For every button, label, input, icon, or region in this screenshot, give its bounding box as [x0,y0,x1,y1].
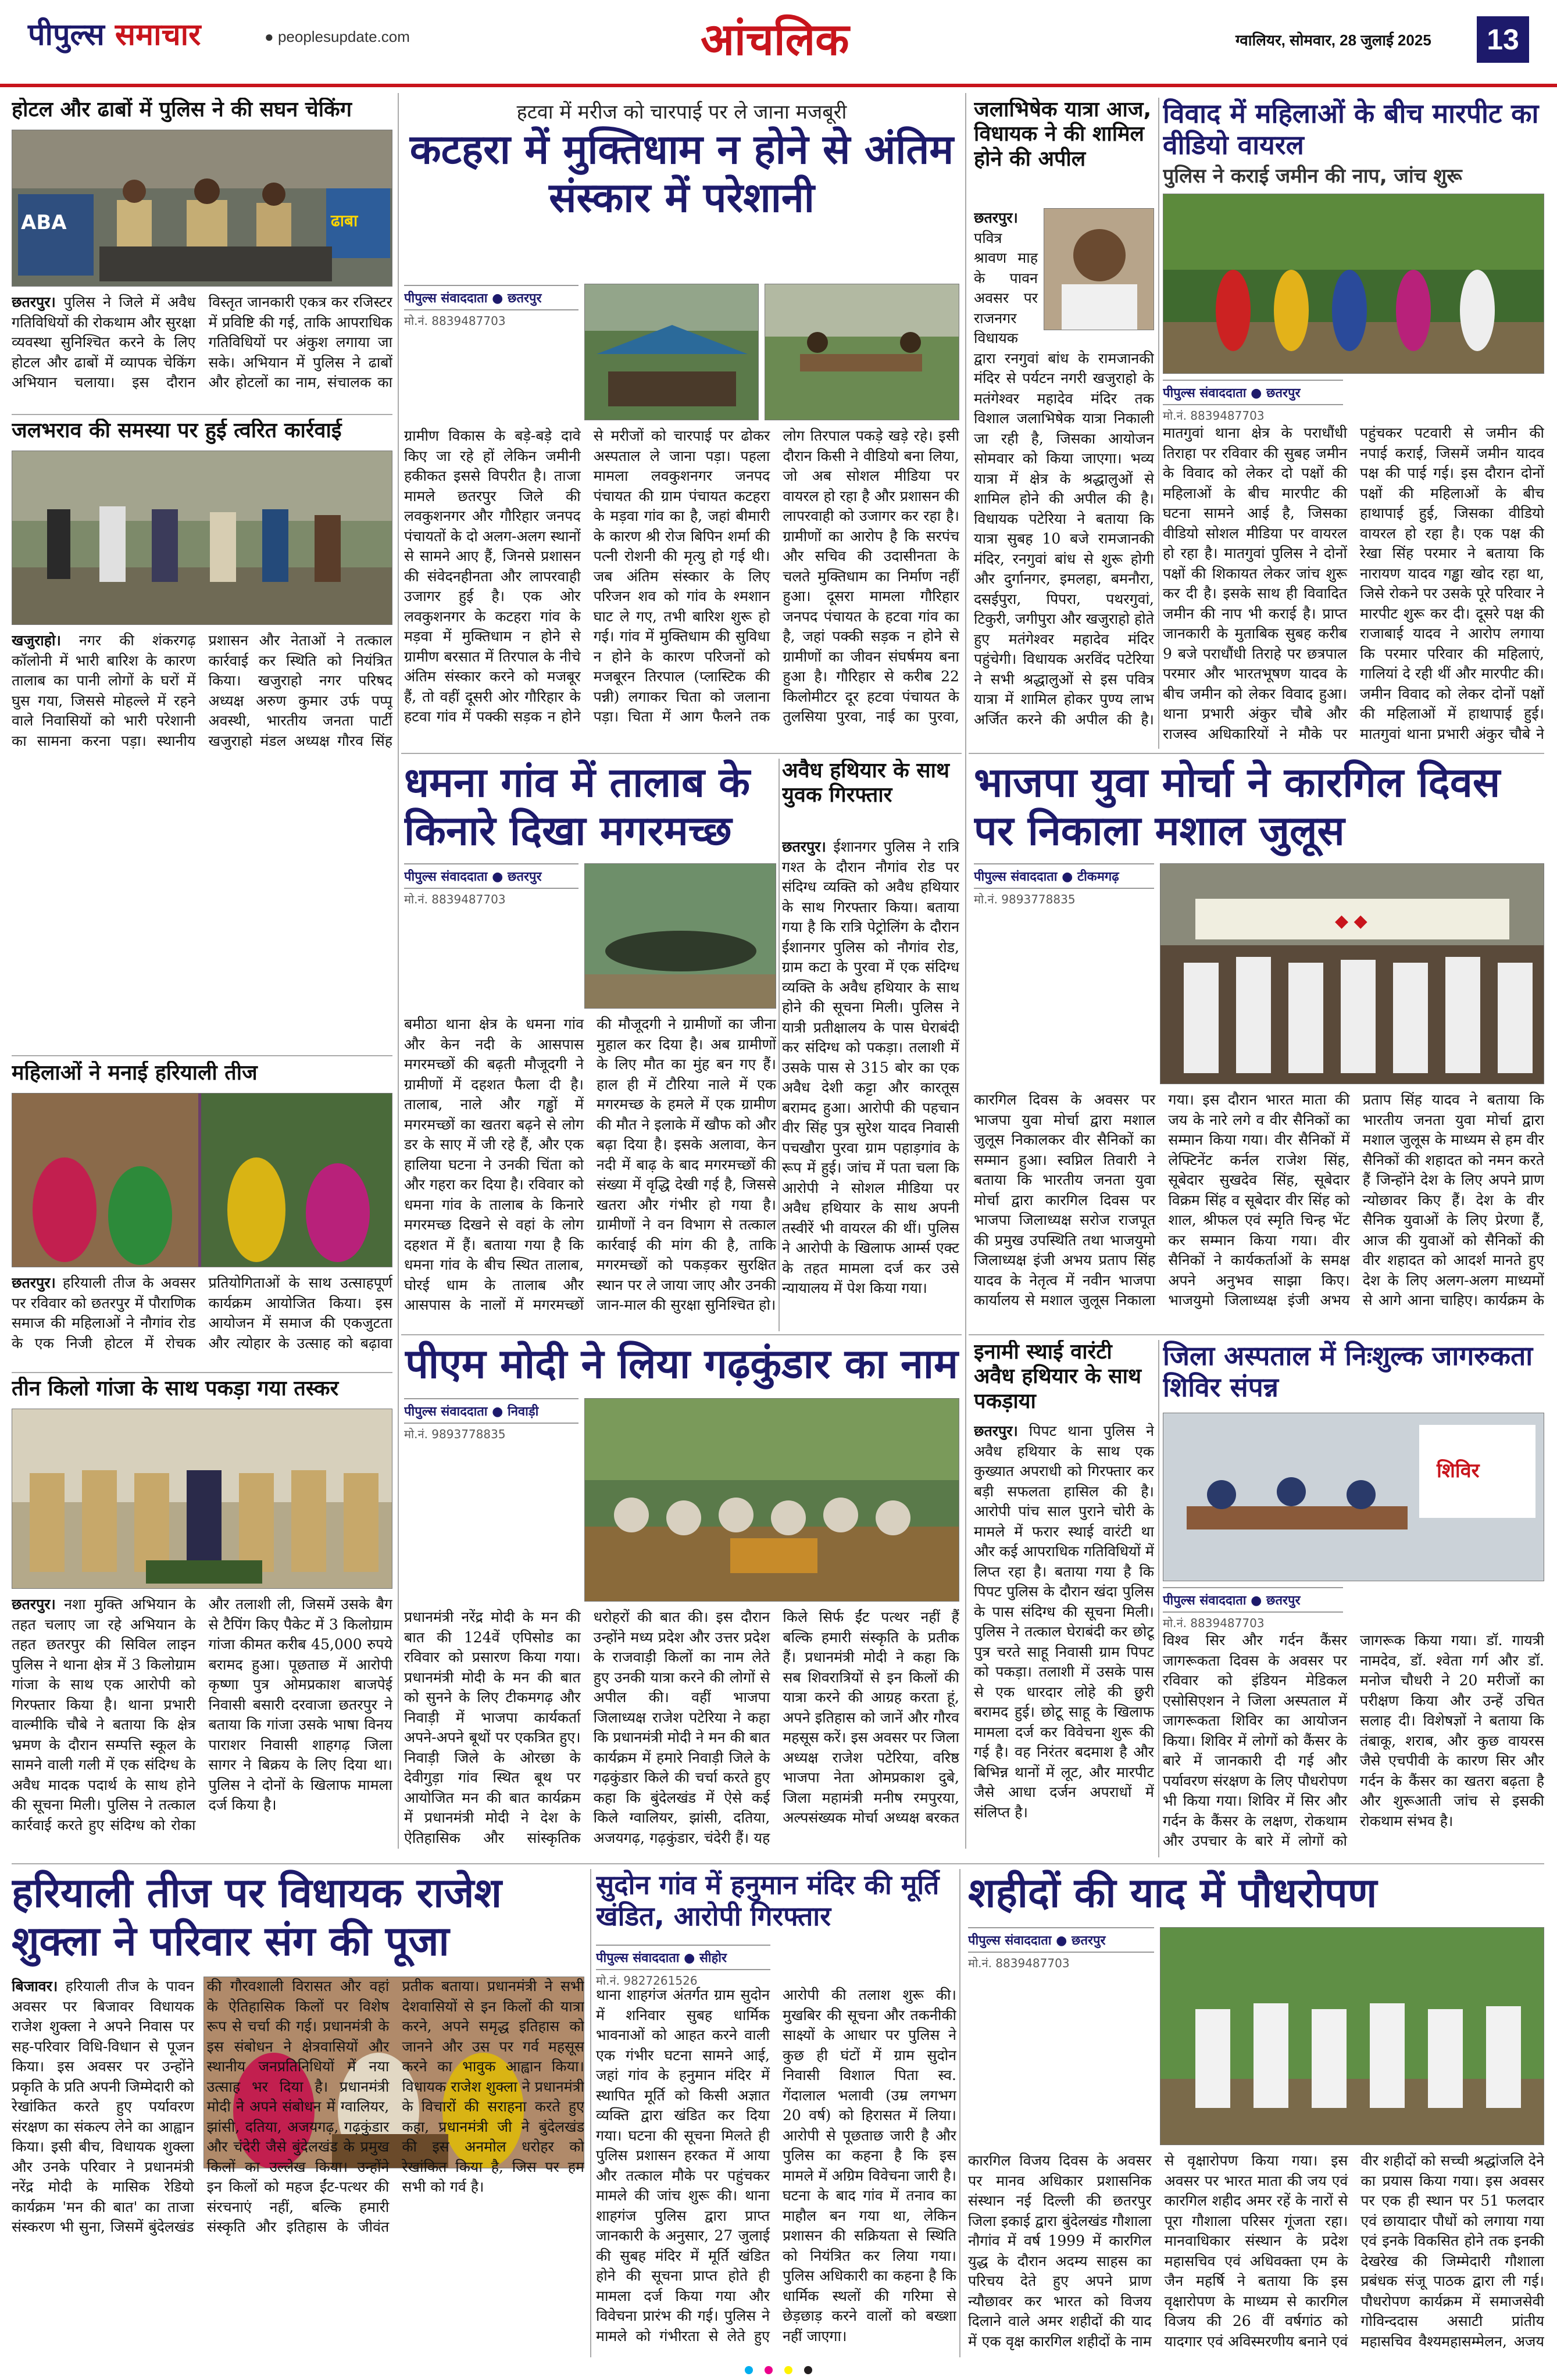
reporter-mobile: मो.नं. 9827261526 [596,1974,698,1988]
photo-tree-plantation [1160,1927,1544,2145]
article-body: मातगुवां थाना क्षेत्र के पराधौंधी तिराहा पर रविवार की सुबह जमीन के विवाद को लेकर दो पक्षों की महिलाओं के बीच मारपीट की घटना सामने आई है, जिसका वीडियो सोशल मीडिया पर वायरल हो रहा है। मातगुवां पुलिस ने दोनों पक्षों की शिकायत लेकर जांच शुरू कर दी है। इसके साथ ही विवादित जमीन की नाप भी कराई है। प्राप्त जानकारी के मुताबिक सुबह करीब 9 बजे पराधौंधी तिराहे पर छत्रपाल परमार और भारतभूषण यादव के बीच जमीन को लेकर विवाद हुआ। थाना प्रभारी अंकुर चौबे और राजस्व अधिकारियों ने मौके पर पहुंचकर पटवारी से जमीन की नपाई कराई, जिसमें जमीन यादव पक्ष की पाई गई। इस दौरान दोनों पक्षों की महिलाओं के बीच हाथापाई हुई, जिसका वीडियो वायरल हो रहा है। एक पक्ष की रेखा सिंह परमार ने बताया कि नारायण यादव गड्ढा खोद रहा था, जिसे रोकने पर उसके पूरे परिवार ने मारपीट शुरू कर दी। दूसरे पक्ष की राजाबाई यादव ने आरोप लगाया कि परमार परिवार की महिलाएं, गालियां दे रही थीं और मारपीट की। जमीन विवाद को लेकर दोनों पक्षों की महिलाओं में हाथापाई हुई। मातगुवां थाना प्रभारी अंकुर चौबे ने [1163,424,1544,742]
byline: पीपुल्स संवाददाता ● छतरपुर [968,1927,1154,1953]
article-women-teej [12,1061,392,1369]
row-rule [401,1334,962,1335]
section-title: आंचलिक [701,13,849,65]
photo-tarpaulin-pyre [584,284,759,420]
byline-box [596,1945,770,1988]
row-rule [401,753,962,754]
byline-box [974,863,1154,907]
byline: पीपुल्स संवाददाता ● टीकमगढ़ [974,863,1154,889]
reporter-mobile: मो.नं. 8839487703 [1163,409,1265,423]
cyan-dot [745,2366,753,2374]
photo-health-camp [1163,1413,1544,1581]
row-rule [12,414,392,415]
reporter-mobile: मो.नं. 9893778835 [404,1427,506,1441]
article-body: ग्रामीण विकास के बड़े-बड़े दावे किए जा रहे हों लेकिन जमीनी हकीकत इससे विपरीत है। ताजा मामले छतरपुर जिले की लवकुशनगर और गौरिहार जनपद पंचायतों के दो अलग-अलग स्थानों से सामने आए हैं, जिनसे प्रशासन की संवेदनहीनता और लापरवाही उजागर हुई है। एक ओर लवकुशनगर के कटहरा गांव के मड़वा में मुक्तिधाम न होने से ग्रामीण बरसात में तिरपाल के नीचे अंतिम संस्कार करने को मजबूर हैं, तो वहीं दूसरी ओर गौरिहार के हटवा गांव में पक्की सड़क न होने से मरीजों को चारपाई पर ढोकर अस्पताल ले जाना पड़ा। पहला मामला लवकुशनगर जनपद पंचायत की ग्राम पंचायत कटहरा के मड़वा गांव का है, जहां बीमारी के कारण श्री रोज बिपिन शर्मा की पत्नी रोशनी की मृत्यु हो गई थी। जब अंतिम संस्कार के लिए परिजन शव को गांव के श्मशान घाट ले गए, तभी बारिश शुरू हो गई। गांव में मुक्तिधाम की सुविधा न होने के कारण परिजनों को मजबूरन तिरपाल (प्लास्टिक की पन्नी) लगाकर चिता को जलाना पड़ा। चिता में आग फैलने तक लोग तिरपाल पकड़े खड़े रहे। इसी दौरान किसी ने वीडियो बना लिया, जो अब सोशल मीडिया पर वायरल हो रहा है और प्रशासन की लापरवाही को उजागर कर रहा है। ग्रामीणों का आरोप है कि सरपंच और सचिव की उदासीनता के चलते मुक्तिधाम का निर्माण नहीं हुआ। दूसरा मामला गौरिहार जनपद पंचायत के हटवा गांव का है, जहां पक्की सड़क न होने से ग्रामीणों का जीवन संघर्षमय बना हुआ है। गौरिहार से करीब 22 किलोमीटर दूर हटवा पंचायत के तुलसिया पुरवा, नाई का पुरवा, [404,427,959,725]
headline: जलाभिषेक यात्रा आज, विधायक ने की शामिल होने की अपील [974,98,1152,171]
article-body: विश्व सिर और गर्दन कैंसर जागरूकता दिवस के अवसर पर रविवार को इंडियन मेडिकल एसोसिएशन ने जिला अस्पताल में जागरूकता शिविर का आयोजन किया। शिविर में लोगों को कैंसर के बारे में जानकारी दी गई और पर्यावरण संरक्षण के लिए पौधरोपण भी किया गया। शिविर में सिर और गर्दन के कैंसर के लक्षण, रोकथाम और उपचार के बारे में लोगों को जागरूक किया गया। डॉ. गायत्री नामदेव, डॉ. श्वेता गर्ग और डॉ. मनोज चौधरी ने 20 मरीजों का परीक्षण किया और उन्हें उचित सलाह दी। विशेषज्ञों ने बताया कि तंबाकू, शराब, और कुछ वायरस जैसे एचपीवी के कारण सिर और गर्दन के कैंसर का खतरा बढ़ता है और शुरूआती जांच से इसकी रोकथाम संभव है। [1163,1632,1544,1849]
column-rule [1158,1340,1159,1857]
page-number: 13 [1477,16,1529,63]
headline: भाजपा युवा मोर्चा ने कारगिल दिवस पर निकाला मशाल जुलूस [974,759,1501,855]
article-body: बिजावर। हरियाली तीज के पावन अवसर पर बिजावर विधायक राजेश शुक्ला ने अपने निवास पर सह-परिवार विधि-विधान से पूजन किया। इस अवसर पर उन्होंने प्रकृति के प्रति अपनी जिम्मेदारी को रेखांकित करते हुए पर्यावरण संरक्षण का संकल्प लेने का आह्वान किया। इसी बीच, विधायक शुक्ला और उनके परिवार ने प्रधानमंत्री नरेंद्र मोदी के मासिक रेडियो कार्यक्रम 'मन की बात' का ताजा संस्करण भी सुना, जिसमें बुंदेलखंड की गौरवशाली विरासत और वहां के ऐतिहासिक किलों पर विशेष रूप से चर्चा की गई। प्रधानमंत्री के इस संबोधन ने क्षेत्रवासियों और स्थानीय जनप्रतिनिधियों में नया उत्साह भर दिया है। प्रधानमंत्री मोदी ने अपने संबोधन में ग्वालियर, झांसी, दतिया, अजयगढ़, गढ़कुंडार और चंदेरी जैसे बुंदेलखंड के प्रमुख किलों का उल्लेख किया। उन्होंने इन किलों को महज ईंट-पत्थर की संरचनाएं नहीं, बल्कि हमारी संस्कृति और इतिहास के जीवंत प्रतीक बताया। प्रधानमंत्री ने सभी देशवासियों से इन किलों की यात्रा करने, अपने समृद्ध इतिहास को जानने और उस पर गर्व महसूस करने का भावुक आह्वान किया। विधायक राजेश शुक्ला ने प्रधानमंत्री के विचारों की सराहना करते हुए कहा, प्रधानमंत्री जी ने बुंदेलखंड की इस अनमोल धरोहर को रेखांकित किया है, जिस पर हम सभी को गर्व है। [12,1978,584,2235]
svg-text:ABA: ABA [21,211,67,234]
globe-icon: ● [265,28,278,45]
article-pm-modi-garhkundar [404,1340,959,1857]
article-viral-video [1163,98,1544,749]
byline: पीपुल्स संवाददाता ● छतरपुर [404,285,578,310]
black-dot [804,2366,812,2374]
print-registration-marks [0,2366,1557,2374]
article-hanuman-idol [596,1869,956,2363]
article-body: प्रधानमंत्री नरेंद्र मोदी के मन की बात की 124वें एपिसोड का रविवार को प्रसारण किया गया। प्रधानमंत्री मोदी के मन की बात को सुनने के लिए टीकमगढ़ और निवाड़ी में भाजपा कार्यकर्ता अपने-अपने बूथों पर एकत्रित हुए। निवाड़ी जिले के ओरछा के देवीगुड़ा गांव स्थित बूथ पर आयोजित मन की बात कार्यक्रम में प्रधानमंत्री मोदी ने देश के ऐतिहासिक और सांस्कृतिक धरोहरों की बात की। इस दौरान उन्होंने मध्य प्रदेश और उत्तर प्रदेश के राजवाड़ी किलों का नाम लेते हुए उनकी यात्रा करने की लोगों से अपील की। वहीं भाजपा जिलाध्यक्ष राजेश पटेरिया ने कहा कि प्रधानमंत्री मोदी ने मन की बात कार्यक्रम में हमारे निवाड़ी जिले के गढ़कुंडार किले की चर्चा करते हुए कहा कि बुंदेलखंड में ऐसे कई किले ग्वालियर, झांसी, दतिया, अजयगढ़, गढ़कुंडार, चंदेरी हैं। यह किले सिर्फ ईंट पत्थर नहीं हैं बल्कि हमारी संस्कृति के प्रतीक हैं। प्रधानमंत्री मोदी ने कहा कि सब शिवरात्रियों से इन किलों की यात्रा करने की आग्रह करता हूं, अपने इतिहास को जानें और गौरव महसूस करें। इस अवसर पर जिला अध्यक्ष राजेश पटेरिया, वरिष्ठ भाजपा नेता ओमप्रकाश दुबे, जिला महामंत्री मनीष रमपुरया, अल्पसंख्यक मोर्चा अध्यक्ष बरकत [404,1609,959,1846]
photo-teej-celebration [12,1093,392,1267]
photo-patient-cot [765,284,959,420]
article-body: छतरपुर। हरियाली तीज के अवसर पर रविवार को छतरपुर में पौराणिक समाज की महिलाओं ने नौगांव रोड के एक निजी होटल में रोचक प्रतियोगिताओं के साथ उत्साहपूर्ण कार्यक्रम आयोजित किया। इस आयोजन में समाज की एकजुटता और त्योहार के उत्साह को बढ़ावा [12,1274,392,1352]
headline: महिलाओं ने मनाई हरियाली तीज [12,1061,258,1085]
row-rule [12,1372,392,1373]
article-body: कारगिल दिवस के अवसर पर भाजपा युवा मोर्चा द्वारा मशाल जुलूस निकालकर वीर सैनिकों का सम्मान हुआ। स्वप्निल तिवारी ने बताया कि भारतीय जनता युवा मोर्चा द्वारा कारगिल दिवस पर भाजपा जिलाध्यक्ष सरोज राजपूत की प्रमुख उपस्थिति तथा भाजयुमो जिलाध्यक्ष इंजी अभय प्रताप सिंह यादव के नेतृत्व में नवीन भाजपा कार्यालय से मशाल जुलूस निकाला गया। इस दौरान भारत माता की जय के नारे लगे व वीर सैनिकों का सम्मान किया गया। वीर सैनिकों में लेफ्टिनेंट कर्नल राजेश सिंह, सूबेदार सुखदेव सिंह, सूबेदार विक्रम सिंह व सूबेदार वीर सिंह को शाल, श्रीफल एवं स्मृति चिन्ह भेंट कर सम्मान किया गया। वीर सैनिकों ने कार्यकर्ताओं के समक्ष अपने अनुभव साझा किए। भाजयुमो जिलाध्यक्ष इंजी अभय प्रताप सिंह यादव ने बताया कि भारतीय जनता युवा मोर्चा द्वारा मशाल जुलूस के माध्यम से हम वीर सैनिकों की शहादत को नमन करते हैं जिन्होंने देश के लिए अपने प्राण न्योछावर किए हैं। देश के वीर सैनिक युवाओं के लिए प्रेरणा हैं, आज की युवाओं को सैनिकों की वीर शहादत को आदर्श मानते हुए देश के लिए अलग-अलग माध्यमों से आगे आना चाहिए। कार्यक्रम के [974,1091,1544,1309]
article-body: खजुराहो। नगर की शंकरगढ़ कॉलोनी में भारी बारिश के कारण तालाब का पानी लोगों के घरों में घुस गया, जिससे मोहल्ले में रहने वाले निवासियों को भारी परेशानी का सामना करना पड़ा। स्थानीय प्रशासन और नेताओं ने तत्काल कार्रवाई कर स्थिति को नियंत्रित किया। खजुराहो नगर परिषद अध्यक्ष अरुण कुमार उर्फ पप्पू अवस्थी, भारतीय जनता पार्टी खजुराहो मंडल अध्यक्ष गौरव सिंह [12,632,392,749]
article-weapon-arrest [782,759,959,1331]
article-kargil-torch-rally [974,759,1544,1331]
photo-crocodile [584,863,776,1009]
article-body: छतरपुर। नशा मुक्ति अभियान के तहत चलाए जा रहे अभियान के तहत छतरपुर की सिविल लाइन पुलिस ने थाना क्षेत्र में 3 किलोग्राम गांजा के साथ एक आरोपी को गिरफ्तार किया है। थाना प्रभारी वाल्मीकि चौबे ने बताया कि क्षेत्र भ्रमण के दौरान सम्पत्ति स्कूल के सामने वाली गली में एक संदिग्ध के अवैध मादक पदार्थ के साथ होने की सूचना मिली। पुलिस ने तत्काल कार्रवाई करते हुए संदिग्ध को रोका और तलाशी ली, जिसमें उसके बैग से टैपिंग किए पैकेट में 3 किलोग्राम गांजा कीमत करीब 45,000 रुपये बरामद हुआ। पूछताछ में आरोपी कृष्णा पुत्र ओमप्रकाश बाजपेई निवासी बसारी दरवाजा छतरपुर ने बताया कि गांजा उसके भाषा विनय पाराशर निवासी शाहगढ़ जिला सागर ने बिक्रय के लिए दिया था। पुलिस ने दोनों के खिलाफ मामला दर्ज किया है। [12,1596,392,1834]
byline-box [968,1927,1154,1971]
headline: हरियाली तीज पर विधायक राजेश शुक्ला ने परिवार संग की पूजा [12,1869,502,1965]
masthead [0,0,1557,87]
article-body: थाना शाहगंज अंतर्गत ग्राम सुदोन में शनिवार सुबह धार्मिक भावनाओं को आहत करने वाली एक गंभीर घटना सामने आई, जहां गांव के हनुमान मंदिर में स्थापित मूर्ति को किसी अज्ञात व्यक्ति द्वारा खंडित कर दिया गया। घटना की सूचना मिलते ही पुलिस प्रशासन हरकत में आया और तत्काल मौके पर पहुंचकर मामले की जांच शुरू की। थाना शाहगंज पुलिस द्वारा प्राप्त जानकारी के अनुसार, 27 जुलाई की सुबह मंदिर में मूर्ति खंडित होने की सूचना प्राप्त होते ही मामला दर्ज किया गया और विवेचना प्रारंभ की गई। पुलिस ने मामले को गंभीरता से लेते हुए आरोपी की तलाश शुरू की। मुखबिर की सूचना और तकनीकी साक्ष्यों के आधार पर पुलिस ने कुछ ही घंटों में ग्राम सुदोन निवासी विशाल पिता स्व. गेंदालाल भलावी (उम्र लगभग 20 वर्ष) को हिरासत में लिया। आरोपी से पूछताछ जारी है और पुलिस का कहना है कि इस मामले में अग्रिम विवेचना जारी है। घटना के बाद गांव में तनाव का माहौल बन गया था, लेकिन प्रशासन की सक्रियता से स्थिति को नियंत्रित कर लिया गया। पुलिस अधिकारी का कहना है कि धार्मिक स्थलों की गरिमा से छेड़छाड़ करने वालों को बख्शा नहीं जाएगा। [596,1986,956,2345]
headline: कटहरा में मुक्तिधाम न होने से अंतिम संस्कार में परेशानी [409,126,954,221]
byline: पीपुल्स संवाददाता ● सीहोर [596,1945,770,1970]
byline-box [404,1398,578,1442]
article-hospital-camp [1163,1340,1544,1857]
headline: तीन किलो गांजा के साथ पकड़ा गया तस्कर [12,1377,339,1400]
column-rule [965,93,966,1849]
article-body: छतरपुर। पवित्र श्रावण माह के पावन अवसर पर राजनगर विधायक द्वारा रनगुवां बांध के रामजानकी मंदिर से पर्यटन नगरी खजुराहो के मतंगेश्वर महादेव मंदिर तक विशाल जलाभिषेक यात्रा निकाली जा रही है, जिसका आयोजन सोमवार को किया जाएगा। भव्य यात्रा में क्षेत्र के श्रद्धालुओं से शामिल होने की अपील की है। विधायक पटेरिया ने बताया कि यात्रा सुबह 10 बजे रामजानकी मंदिर, रनगुवां बांध से शुरू होगी और दुर्गानगर, इमलहा, बमनौरा, दसईपुरा, पिपरा, पथरगुवां, टिकुरी, जगीपुरा और खजुराहो होते हुए मतंगेश्वर महादेव मंदिर पहुंचेगी। विधायक अरविंद पटेरिया ने सभी श्रद्धालुओं से इस पवित्र यात्रा में शामिल होकर पुण्य लाभ अर्जित करने की अपील की है। [974,209,1154,728]
article-wanted-accused [974,1340,1154,1857]
byline: पीपुल्स संवाददाता ● छतरपुर [1163,1587,1343,1613]
headline: जिला अस्पताल में निःशुल्क जागरुकता शिविर संपन्न [1163,1340,1533,1403]
reporter-mobile: मो.नं. 9893778835 [974,892,1076,906]
article-katahra-cremation [404,98,959,749]
svg-text:शिविर: शिविर [1437,1459,1480,1482]
article-body: छतरपुर। पिपट थाना पुलिस ने अवैध हथियार के साथ एक कुख्यात अपराधी को गिरफ्तार कर बड़ी सफलता हासिल की है। आरोपी पांच साल पुराने चोरी के मामले में फरार स्थाई वारंटी था और कई आपराधिक गतिविधियों में लिप्त रहा है। बताया गया है कि पिपट पुलिस के दौरान खंदा पुलिस के पास संदिग्ध की सूचना मिली। पुलिस ने तत्काल घेराबंदी कर छोटू पुत्र चरते साहू निवासी ग्राम पिपट को पकड़ा। तलाशी में उसके पास से एक धारदार लोहे की छुरी बरामद हुई। छोटू साहू के खिलाफ मामला दर्ज कर विवेचना शुरू की गई है। वह निरंतर बदमाश है और बिभिन्न थानों में लूट, और मारपीट जैसे आधा दर्जन अपराधों में संलिप्त है। [974,1423,1154,1821]
row-rule [969,1334,1544,1335]
byline-box [1163,380,1343,423]
headline: शहीदों की याद में पौधरोपण [968,1869,1377,1917]
row-rule [12,1055,392,1056]
photo-fight-video [1163,194,1544,374]
article-body: बमीठा थाना क्षेत्र के धमना गांव और केन नदी के आसपास मगरमच्छों की बढ़ती मौजूदगी ने ग्रामीणों में दहशत फैला दी है। तालाब, नाले और गड्ढों में मगरमच्छों का खतरा बढ़ने से लोग डर के साए में जी रहे हैं, और एक हालिया घटना ने उनकी चिंता को और गहरा कर दिया है। रविवार को धमना गांव के तालाब के किनारे मगरमच्छ दिखने से वहां के लोग दहशत में हैं। बताया गया है कि धमना गांव के बीच स्थित तालाब, घोरई धाम के तालाब और आसपास के नालों में मगरमच्छों की मौजूदगी ने ग्रामीणों का जीना मुहाल कर दिया है। अब ग्रामीणों के लिए मौत का मुंह बन गए हैं। हाल ही में टौरिया नाले में एक मगरमच्छ के हमले में एक ग्रामीण की मौत ने इलाके में खौफ को और बढ़ा दिया है। इसके अलावा, केन नदी में बाढ़ के बाद मगरमच्छों की संख्या में वृद्धि देखी गई है, जिससे खतरा और गंभीर हो गया है। ग्रामीणों ने वन विभाग से तत्काल कार्रवाई की मांग की है, ताकि मगरमच्छों को पकड़कर सुरक्षित स्थान पर ले जाया जाए और उनकी जान-माल की सुरक्षा सुनिश्चित हो। [404,1016,776,1313]
column-rule [779,759,780,1331]
headline: इनामी स्थाई वारंटी अवैध हथियार के साथ पकड़ाया [974,1340,1141,1413]
byline-box [404,863,578,907]
reporter-mobile: मो.नं. 8839487703 [404,892,506,906]
column-rule [398,93,399,1849]
brand-logo: पीपुल्स समाचार [28,17,201,52]
article-waterlogging [12,419,392,762]
website-link[interactable]: ● peoplesupdate.com [265,28,410,45]
article-body: कारगिल विजय दिवस के अवसर पर मानव अधिकार प्रशासनिक संस्थान नई दिल्ली की छतरपुर जिला इकाई द्वारा बुंदेलखंड गौशाला नौगांव में वर्ष 1999 में कारगिल युद्ध के दौरान अदम्य साहस का परिचय देते हुए अपने प्राण न्यौछावर कर भारत को विजय दिलाने वाले अमर शहीदों की याद में एक वृक्ष कारगिल शहीदों के नाम से वृक्षारोपण किया गया। इस अवसर पर भारत माता की जय एवं कारगिल शहीद अमर रहें के नारों से पूरा गौशाला परिसर गूंजता रहा। मानवाधिकार संस्थान के प्रदेश महासचिव एवं अधिवक्ता एम के जैन महर्षि ने बताया कि इस वृक्षारोपण के माध्यम से कारगिल विजय की 26 वीं वर्षगांठ को यादगार एवं अविस्मरणीय बनाने एवं वीर शहीदों को सच्ची श्रद्धांजलि देने का प्रयास किया गया। इस अवसर पर एक ही स्थान पर 51 फलदार एवं छायादार पौधों को लगाया गया एवं इनके विकसित होने तक इनकी देखरेख की जिम्मेदारी गौशाला प्रबंधक संजू पाठक द्वारा ली गई। पौधरोपण कार्यक्रम में समाजसेवी गोविन्ददास असाटी प्रांतीय महासचिव वैश्यमहासम्मेलन, अजय [968,2152,1544,2350]
svg-text:ढाबा: ढाबा [331,211,358,230]
article-ganja-arrest [12,1377,392,1859]
photo-torch-rally [1160,863,1544,1084]
photo-mann-ki-baat-gathering [584,1398,959,1602]
photo-police-checking [12,130,392,287]
column-rule [590,1869,591,2357]
yellow-dot [784,2366,792,2374]
headline: विवाद में महिलाओं के बीच मारपीट का वीडियो वायरल [1163,98,1539,161]
kicker: हटवा में मरीज को चारपाई पर ले जाना मजबूरी [516,101,847,124]
column-rule [959,1869,960,2357]
dateline: ग्वालियर, सोमवार, 28 जुलाई 2025 [1235,31,1431,49]
photo-police-team [12,1409,392,1589]
headline: अवैध हथियार के साथ युवक गिरफ्तार [782,759,949,807]
headline: सुदोन गांव में हनुमान मंदिर की मूर्ति खंडित, आरोपी गिरफ्तार [596,1869,940,1932]
article-hotel-checking [12,98,392,412]
article-body: छतरपुर। ईशानगर पुलिस ने रात्रि गश्त के दौरान नौगांव रोड पर संदिग्ध व्यक्ति को अवैध हथियार के साथ गिरफ्तार किया। बताया गया है कि रात्रि पेट्रोलिंग के दौरान ईशानगर पुलिस को नौगांव रोड, ग्राम कटा के पुरवा में एक संदिग्ध व्यक्ति के अवैध हथियार के साथ होने की सूचना मिली। पुलिस ने यात्री प्रतीक्षालय के पास घेराबंदी कर संदिग्ध को पकड़ा। तलाशी में उसके पास से 315 बोर का एक अवैध देशी कट्टा और कारतूस बरामद हुआ। आरोपी की पहचान वीर सिंह पुत्र सुरेश यादव निवासी पचखौरा पुरवा ग्राम पहाड़गांव के रूप में हुई। जांच में पता चला कि आरोपी ने सोशल मीडिया पर अवैध हथियार के साथ अपनी तस्वीरें भी वायरल की थीं। पुलिस ने आरोपी के खिलाफ आर्म्स एक्ट के तहत मामला दर्ज कर उसे न्यायालय में पेश किया गया। [782,838,959,1296]
reporter-mobile: मो.नं. 8839487703 [968,1956,1070,1970]
reporter-mobile: मो.नं. 8839487703 [404,314,506,328]
row-rule [12,1863,1544,1864]
reporter-mobile: मो.नं. 8839487703 [1163,1616,1265,1630]
article-body-intro [404,907,578,1012]
row-rule [969,753,1544,754]
subheadline: पुलिस ने कराई जमीन की नाप, जांच शुरू [1163,165,1462,188]
magenta-dot [765,2366,773,2374]
svg-text:◆ ◆: ◆ ◆ [1335,911,1367,931]
byline-box [1163,1587,1343,1631]
article-body-intro [968,1971,1154,2145]
byline: पीपुल्स संवाददाता ● निवाड़ी [404,1398,578,1424]
article-body: छतरपुर। पुलिस ने जिले में अवैध गतिविधियों की रोकथाम और सुरक्षा व्यवस्था सुनिश्चित करने के लिए होटल और ढाबों में व्यापक चेकिंग अभियान चलाया। इस दौरान विस्तृत जानकारी एकत्र कर रजिस्टर में प्रविष्टि की गई, ताकि आपराधिक गतिविधियों पर अंकुश लगाया जा सके। अभियान में पुलिस ने ढाबों और होटलों का नाम, संचालक का [12,294,392,391]
headline: धमना गांव में तालाब के किनारे दिखा मगरमच्छ [404,759,751,855]
article-jalabhishek-yatra [974,98,1154,749]
headline: पीएम मोदी ने लिया गढ़कुंडार का नाम [405,1340,958,1388]
article-crocodile [404,759,776,1331]
headline: होटल और ढाबों में पुलिस ने की सघन चेकिंग [12,98,352,121]
article-mla-teej-puja [12,1869,584,2363]
byline: पीपुल्स संवाददाता ● छतरपुर [404,863,578,889]
byline: पीपुल्स संवाददाता ● छतरपुर [1163,380,1343,405]
byline-box [404,285,578,328]
headline: जलभराव की समस्या पर हुई त्वरित कार्रवाई [12,419,342,442]
article-plantation [968,1869,1544,2363]
column-rule [1158,98,1159,749]
photo-flooded-colony [12,451,392,625]
